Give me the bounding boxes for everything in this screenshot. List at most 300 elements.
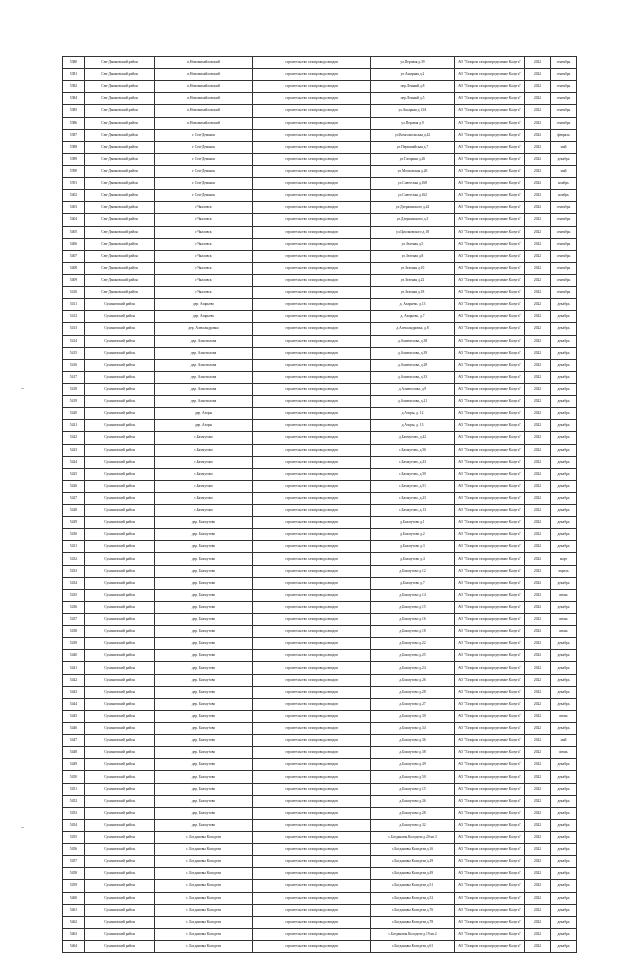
locality-cell: г. Сеи-Демянск bbox=[155, 129, 253, 141]
address-cell: д.Бахмутово д.16 bbox=[371, 614, 455, 626]
month-cell: сентябрь bbox=[551, 105, 577, 117]
locality-cell: дер. Бахмутово bbox=[155, 638, 253, 650]
year-cell: 2022 bbox=[525, 274, 551, 286]
locality-cell: дер. Бахмутово bbox=[155, 553, 253, 565]
address-cell: ул.Первомайская д.7 bbox=[371, 141, 455, 153]
address-cell: с.Бахмутово, д.50 bbox=[371, 468, 455, 480]
row-number-cell: 5402 bbox=[63, 190, 85, 202]
row-number-cell: 5460 bbox=[63, 892, 85, 904]
year-cell: 2022 bbox=[525, 190, 551, 202]
table-row bbox=[63, 577, 577, 589]
month-cell: сентябрь bbox=[551, 93, 577, 105]
work-type-cell: строительство газопровода вводов bbox=[253, 856, 371, 868]
year-cell: 2022 bbox=[525, 940, 551, 952]
month-cell: сентябрь bbox=[551, 226, 577, 238]
locality-cell: дер. Азоры bbox=[155, 408, 253, 420]
row-number-cell: 5435 bbox=[63, 589, 85, 601]
table-row bbox=[63, 565, 577, 577]
organization-cell: АО "Газпром газораспределение Калуга" bbox=[455, 81, 525, 93]
organization-cell: АО "Газпром газораспределение Калуга" bbox=[455, 105, 525, 117]
district-cell: Сухиничский район bbox=[85, 383, 155, 395]
organization-cell: АО "Газпром газораспределение Калуга" bbox=[455, 928, 525, 940]
row-number-cell: 5452 bbox=[63, 795, 85, 807]
locality-cell: п.Новомихайловский bbox=[155, 57, 253, 69]
month-cell: декабрь bbox=[551, 771, 577, 783]
organization-cell: АО "Газпром газораспределение Калуга" bbox=[455, 795, 525, 807]
table-row bbox=[63, 553, 577, 565]
month-cell: декабрь bbox=[551, 480, 577, 492]
organization-cell: АО "Газпром газораспределение Калуга" bbox=[455, 93, 525, 105]
work-type-cell: строительство газопровода вводов bbox=[253, 529, 371, 541]
organization-cell: АО "Газпром газораспределение Калуга" bbox=[455, 69, 525, 81]
address-cell: ул.Перовая д.9 bbox=[371, 117, 455, 129]
year-cell: 2022 bbox=[525, 904, 551, 916]
table-row bbox=[63, 250, 577, 262]
address-cell: д.Бахмутово д.18 bbox=[371, 626, 455, 638]
table-row bbox=[63, 396, 577, 408]
work-type-cell: строительство газопровода вводов bbox=[253, 274, 371, 286]
address-cell: д.Бахмутово д.26 bbox=[371, 795, 455, 807]
year-cell: 2022 bbox=[525, 444, 551, 456]
locality-cell: дер. Бахмутово bbox=[155, 795, 253, 807]
month-cell: декабрь bbox=[551, 153, 577, 165]
month-cell: сентябрь bbox=[551, 81, 577, 93]
year-cell: 2022 bbox=[525, 408, 551, 420]
address-cell: д.Бахмутово д.49 bbox=[371, 759, 455, 771]
row-number-cell: 5382 bbox=[63, 81, 85, 93]
locality-cell: дер. Бахмутово bbox=[155, 650, 253, 662]
organization-cell: АО "Газпром газораспределение Калуга" bbox=[455, 153, 525, 165]
table-row bbox=[63, 940, 577, 952]
work-type-cell: строительство газопровода вводов bbox=[253, 383, 371, 395]
year-cell: 2022 bbox=[525, 57, 551, 69]
row-number-cell: 5433 bbox=[63, 565, 85, 577]
locality-cell: дер. Азоры bbox=[155, 420, 253, 432]
district-cell: Сухиничский район bbox=[85, 444, 155, 456]
work-type-cell: строительство газопровода вводов bbox=[253, 262, 371, 274]
month-cell: сентябрь bbox=[551, 69, 577, 81]
address-cell: с.Богдановы Колодези д.76 bbox=[371, 904, 455, 916]
row-number-cell: 5405 bbox=[63, 226, 85, 238]
district-cell: Сухиничский район bbox=[85, 771, 155, 783]
table-row bbox=[63, 614, 577, 626]
organization-cell: АО "Газпром газораспределение Калуга" bbox=[455, 226, 525, 238]
year-cell: 2022 bbox=[525, 202, 551, 214]
work-type-cell: строительство газопровода вводов bbox=[253, 444, 371, 456]
address-cell: д.Бахмутово д.15 bbox=[371, 783, 455, 795]
month-cell: июнь bbox=[551, 710, 577, 722]
year-cell: 2022 bbox=[525, 359, 551, 371]
work-type-cell: строительство газопровода вводов bbox=[253, 553, 371, 565]
locality-cell: дер. Бахмутово bbox=[155, 577, 253, 589]
table-row bbox=[63, 650, 577, 662]
year-cell: 2022 bbox=[525, 686, 551, 698]
organization-cell: АО "Газпром газораспределение Калуга" bbox=[455, 262, 525, 274]
district-cell: Сеи-Дымковский район bbox=[85, 129, 155, 141]
organization-cell: АО "Газпром газораспределение Калуга" bbox=[455, 190, 525, 202]
table-row bbox=[63, 238, 577, 250]
month-cell: декабрь bbox=[551, 698, 577, 710]
month-cell: декабрь bbox=[551, 529, 577, 541]
month-cell: декабрь bbox=[551, 892, 577, 904]
year-cell: 2022 bbox=[525, 577, 551, 589]
row-number-cell: 5455 bbox=[63, 832, 85, 844]
month-cell: июнь bbox=[551, 747, 577, 759]
row-number-cell: 5432 bbox=[63, 553, 85, 565]
scan-mark bbox=[21, 388, 24, 389]
address-cell: д.Бахмутово д.14 bbox=[371, 589, 455, 601]
address-cell: д.Бахмутово д.26 bbox=[371, 674, 455, 686]
work-type-cell: строительство газопровода вводов bbox=[253, 141, 371, 153]
month-cell: декабрь bbox=[551, 759, 577, 771]
district-cell: Сухиничский район bbox=[85, 638, 155, 650]
district-cell: Сеи-Дымковский район bbox=[85, 287, 155, 299]
locality-cell: с. Богдановы Колодези bbox=[155, 844, 253, 856]
work-type-cell: строительство газопровода вводов bbox=[253, 214, 371, 226]
district-cell: Сухиничский район bbox=[85, 359, 155, 371]
address-cell: с.Бахмутово, д.13 bbox=[371, 505, 455, 517]
work-type-cell: строительство газопровода вводов bbox=[253, 105, 371, 117]
organization-cell: АО "Газпром газораспределение Калуга" bbox=[455, 940, 525, 952]
month-cell: декабрь bbox=[551, 492, 577, 504]
locality-cell: дер. Бахмутово bbox=[155, 517, 253, 529]
organization-cell: АО "Газпром газораспределение Калуга" bbox=[455, 747, 525, 759]
work-type-cell: строительство газопровода вводов bbox=[253, 238, 371, 250]
table-row bbox=[63, 904, 577, 916]
organization-cell: АО "Газпром газораспределение Калуга" bbox=[455, 371, 525, 383]
work-type-cell: строительство газопровода вводов bbox=[253, 710, 371, 722]
row-number-cell: 5422 bbox=[63, 432, 85, 444]
table-row bbox=[63, 420, 577, 432]
organization-cell: АО "Газпром газораспределение Калуга" bbox=[455, 723, 525, 735]
table-row bbox=[63, 165, 577, 177]
locality-cell: дер. Бахмутово bbox=[155, 601, 253, 613]
locality-cell: п.Новомихайловский bbox=[155, 81, 253, 93]
work-type-cell: строительство газопровода вводов bbox=[253, 202, 371, 214]
address-cell: ул.Дзержинского д.24 bbox=[371, 202, 455, 214]
row-number-cell: 5389 bbox=[63, 153, 85, 165]
row-number-cell: 5441 bbox=[63, 662, 85, 674]
work-type-cell: строительство газопровода вводов bbox=[253, 868, 371, 880]
organization-cell: АО "Газпром газораспределение Калуга" bbox=[455, 299, 525, 311]
work-type-cell: строительство газопровода вводов bbox=[253, 323, 371, 335]
year-cell: 2022 bbox=[525, 698, 551, 710]
month-cell: май bbox=[551, 735, 577, 747]
table-row bbox=[63, 832, 577, 844]
row-number-cell: 5390 bbox=[63, 165, 85, 177]
organization-cell: АО "Газпром газораспределение Калуга" bbox=[455, 662, 525, 674]
organization-cell: АО "Газпром газораспределение Калуга" bbox=[455, 359, 525, 371]
table-row bbox=[63, 759, 577, 771]
month-cell: сентябрь bbox=[551, 250, 577, 262]
month-cell: декабрь bbox=[551, 432, 577, 444]
row-number-cell: 5380 bbox=[63, 57, 85, 69]
organization-cell: АО "Газпром газораспределение Калуга" bbox=[455, 250, 525, 262]
locality-cell: дер. Бахмутово bbox=[155, 626, 253, 638]
month-cell: декабрь bbox=[551, 832, 577, 844]
month-cell: апрель bbox=[551, 565, 577, 577]
district-cell: Сухиничский район bbox=[85, 626, 155, 638]
district-cell: Сухиничский район bbox=[85, 783, 155, 795]
address-cell: с.Бахмутово, д.56 bbox=[371, 444, 455, 456]
table-row bbox=[63, 662, 577, 674]
organization-cell: АО "Газпром газораспределение Калуга" bbox=[455, 710, 525, 722]
district-cell: Сухиничский район bbox=[85, 408, 155, 420]
table-row bbox=[63, 226, 577, 238]
work-type-cell: строительство газопровода вводов bbox=[253, 69, 371, 81]
year-cell: 2022 bbox=[525, 250, 551, 262]
district-cell: Сеи-Дымковский район bbox=[85, 238, 155, 250]
district-cell: Сухиничский район bbox=[85, 916, 155, 928]
month-cell: декабрь bbox=[551, 505, 577, 517]
month-cell: декабрь bbox=[551, 807, 577, 819]
table-row bbox=[63, 383, 577, 395]
row-number-cell: 5414 bbox=[63, 335, 85, 347]
year-cell: 2022 bbox=[525, 892, 551, 904]
district-cell: Сухиничский район bbox=[85, 650, 155, 662]
year-cell: 2022 bbox=[525, 432, 551, 444]
row-number-cell: 5384 bbox=[63, 93, 85, 105]
year-cell: 2022 bbox=[525, 505, 551, 517]
month-cell: декабрь bbox=[551, 795, 577, 807]
locality-cell: дер. Александровка bbox=[155, 323, 253, 335]
address-cell: д. Азарьево, д.13 bbox=[371, 299, 455, 311]
organization-cell: АО "Газпром газораспределение Калуга" bbox=[455, 698, 525, 710]
district-cell: Сеи-Дымковский район bbox=[85, 250, 155, 262]
work-type-cell: строительство газопровода вводов bbox=[253, 650, 371, 662]
row-number-cell: 5410 bbox=[63, 287, 85, 299]
table-row bbox=[63, 202, 577, 214]
month-cell: декабрь bbox=[551, 674, 577, 686]
work-type-cell: строительство газопровода вводов bbox=[253, 674, 371, 686]
year-cell: 2022 bbox=[525, 553, 551, 565]
address-cell: д.Бахмутово д.24 bbox=[371, 662, 455, 674]
locality-cell: г.Чкаловск bbox=[155, 202, 253, 214]
address-cell: д.Бахмутово, д.42 bbox=[371, 432, 455, 444]
work-type-cell: строительство газопровода вводов bbox=[253, 250, 371, 262]
year-cell: 2022 bbox=[525, 287, 551, 299]
year-cell: 2022 bbox=[525, 880, 551, 892]
address-cell: ул.Советская д.162 bbox=[371, 190, 455, 202]
address-cell: с.Бахмутово, д.43 bbox=[371, 456, 455, 468]
table-row bbox=[63, 141, 577, 153]
table-row bbox=[63, 747, 577, 759]
district-cell: Сухиничский район bbox=[85, 529, 155, 541]
year-cell: 2022 bbox=[525, 238, 551, 250]
organization-cell: АО "Газпром газораспределение Калуга" bbox=[455, 541, 525, 553]
organization-cell: АО "Газпром газораспределение Калуга" bbox=[455, 165, 525, 177]
month-cell: декабрь bbox=[551, 650, 577, 662]
district-cell: Сухиничский район bbox=[85, 686, 155, 698]
organization-cell: АО "Газпром газораспределение Калуга" bbox=[455, 832, 525, 844]
work-type-cell: строительство газопровода вводов bbox=[253, 771, 371, 783]
district-cell: Сухиничский район bbox=[85, 880, 155, 892]
month-cell: ноябрь bbox=[551, 178, 577, 190]
row-number-cell: 5417 bbox=[63, 371, 85, 383]
locality-cell: дер. Бахмутово bbox=[155, 589, 253, 601]
month-cell: декабрь bbox=[551, 347, 577, 359]
address-cell: с.Богдановы Колодези д.51 bbox=[371, 880, 455, 892]
table-row bbox=[63, 723, 577, 735]
table-row bbox=[63, 710, 577, 722]
work-type-cell: строительство газопровода вводов bbox=[253, 747, 371, 759]
table-row bbox=[63, 129, 577, 141]
year-cell: 2022 bbox=[525, 771, 551, 783]
work-type-cell: строительство газопровода вводов bbox=[253, 880, 371, 892]
table-row bbox=[63, 505, 577, 517]
locality-cell: с. Богдановы Колодези bbox=[155, 928, 253, 940]
organization-cell: АО "Газпром газораспределение Калуга" bbox=[455, 626, 525, 638]
district-cell: Сеи-Дымковский район bbox=[85, 165, 155, 177]
locality-cell: с. Богдановы Колодези bbox=[155, 916, 253, 928]
row-number-cell: 5412 bbox=[63, 311, 85, 323]
year-cell: 2022 bbox=[525, 614, 551, 626]
table-row bbox=[63, 93, 577, 105]
work-type-cell: строительство газопровода вводов bbox=[253, 178, 371, 190]
work-type-cell: строительство газопровода вводов bbox=[253, 420, 371, 432]
month-cell: декабрь bbox=[551, 662, 577, 674]
work-type-cell: строительство газопровода вводов bbox=[253, 759, 371, 771]
district-cell: Сеи-Дымковский район bbox=[85, 141, 155, 153]
district-cell: Сеи-Дымковский район bbox=[85, 69, 155, 81]
year-cell: 2022 bbox=[525, 335, 551, 347]
month-cell: декабрь bbox=[551, 783, 577, 795]
table-row bbox=[63, 735, 577, 747]
row-number-cell: 5416 bbox=[63, 359, 85, 371]
work-type-cell: строительство газопровода вводов bbox=[253, 226, 371, 238]
row-number-cell: 5427 bbox=[63, 492, 85, 504]
year-cell: 2022 bbox=[525, 844, 551, 856]
address-cell: д. Азарьево, д.7 bbox=[371, 311, 455, 323]
organization-cell: АО "Газпром газораспределение Калуга" bbox=[455, 638, 525, 650]
organization-cell: АО "Газпром газораспределение Калуга" bbox=[455, 505, 525, 517]
month-cell: декабрь bbox=[551, 299, 577, 311]
work-type-cell: строительство газопровода вводов bbox=[253, 928, 371, 940]
district-cell: Сухиничский район bbox=[85, 323, 155, 335]
work-type-cell: строительство газопровода вводов bbox=[253, 505, 371, 517]
table-row bbox=[63, 214, 577, 226]
row-number-cell: 5411 bbox=[63, 299, 85, 311]
row-number-cell: 5456 bbox=[63, 844, 85, 856]
year-cell: 2022 bbox=[525, 117, 551, 129]
locality-cell: г. Сеи-Демянск bbox=[155, 141, 253, 153]
row-number-cell: 5428 bbox=[63, 505, 85, 517]
year-cell: 2022 bbox=[525, 916, 551, 928]
work-type-cell: строительство газопровода вводов bbox=[253, 589, 371, 601]
row-number-cell: 5454 bbox=[63, 819, 85, 831]
organization-cell: АО "Газпром газораспределение Калуга" bbox=[455, 807, 525, 819]
work-type-cell: строительство газопровода вводов bbox=[253, 541, 371, 553]
locality-cell: дер. Бахмутово bbox=[155, 735, 253, 747]
work-type-cell: строительство газопровода вводов bbox=[253, 601, 371, 613]
district-cell: Сеи-Дымковский район bbox=[85, 57, 155, 69]
locality-cell: дер. Алнеполова bbox=[155, 383, 253, 395]
work-type-cell: строительство газопровода вводов bbox=[253, 819, 371, 831]
address-cell: д.Бахмутово д.4 bbox=[371, 553, 455, 565]
row-number-cell: 5421 bbox=[63, 420, 85, 432]
work-type-cell: строительство газопровода вводов bbox=[253, 626, 371, 638]
locality-cell: дер. Бахмутово bbox=[155, 541, 253, 553]
locality-cell: дер. Бахмутово bbox=[155, 771, 253, 783]
organization-cell: АО "Газпром газораспределение Калуга" bbox=[455, 856, 525, 868]
year-cell: 2022 bbox=[525, 165, 551, 177]
organization-cell: АО "Газпром газораспределение Калуга" bbox=[455, 456, 525, 468]
year-cell: 2022 bbox=[525, 832, 551, 844]
locality-cell: г.Чкаловск bbox=[155, 250, 253, 262]
month-cell: декабрь bbox=[551, 638, 577, 650]
locality-cell: с. Богдановы Колодези bbox=[155, 940, 253, 952]
address-cell: д.Азоры, д. 13 bbox=[371, 420, 455, 432]
address-cell: д.Алнеполова, д.33 bbox=[371, 371, 455, 383]
address-cell: д.Алнеполова, д.38 bbox=[371, 335, 455, 347]
row-number-cell: 5438 bbox=[63, 626, 85, 638]
work-type-cell: строительство газопровода вводов bbox=[253, 577, 371, 589]
district-cell: Сухиничский район bbox=[85, 565, 155, 577]
organization-cell: АО "Газпром газораспределение Калуга" bbox=[455, 214, 525, 226]
district-cell: Сухиничский район bbox=[85, 723, 155, 735]
address-cell: с.Богдановы Колодези д.49 bbox=[371, 868, 455, 880]
organization-cell: АО "Газпром газораспределение Калуга" bbox=[455, 420, 525, 432]
year-cell: 2022 bbox=[525, 626, 551, 638]
locality-cell: дер. Алнеполова bbox=[155, 347, 253, 359]
month-cell: декабрь bbox=[551, 856, 577, 868]
locality-cell: с.Бахмутово bbox=[155, 492, 253, 504]
table-row bbox=[63, 335, 577, 347]
locality-cell: дер. Бахмутово bbox=[155, 819, 253, 831]
year-cell: 2022 bbox=[525, 674, 551, 686]
month-cell: сентябрь bbox=[551, 202, 577, 214]
locality-cell: дер. Бахмутово bbox=[155, 686, 253, 698]
locality-cell: дер. Бахмутово bbox=[155, 529, 253, 541]
year-cell: 2022 bbox=[525, 662, 551, 674]
locality-cell: п.Новомихайловский bbox=[155, 69, 253, 81]
table-row bbox=[63, 311, 577, 323]
organization-cell: АО "Газпром газораспределение Калуга" bbox=[455, 650, 525, 662]
district-cell: Сухиничский район bbox=[85, 553, 155, 565]
organization-cell: АО "Газпром газораспределение Калуга" bbox=[455, 916, 525, 928]
year-cell: 2022 bbox=[525, 105, 551, 117]
organization-cell: АО "Газпром газораспределение Калуга" bbox=[455, 517, 525, 529]
row-number-cell: 5462 bbox=[63, 916, 85, 928]
row-number-cell: 5407 bbox=[63, 250, 85, 262]
year-cell: 2022 bbox=[525, 529, 551, 541]
month-cell: декабрь bbox=[551, 456, 577, 468]
district-cell: Сухиничский район bbox=[85, 940, 155, 952]
row-number-cell: 5457 bbox=[63, 856, 85, 868]
organization-cell: АО "Газпром газораспределение Калуга" bbox=[455, 529, 525, 541]
locality-cell: дер. Алнеполова bbox=[155, 371, 253, 383]
row-number-cell: 5453 bbox=[63, 807, 85, 819]
organization-cell: АО "Газпром газораспределение Калуга" bbox=[455, 674, 525, 686]
row-number-cell: 5403 bbox=[63, 202, 85, 214]
district-cell: Сухиничский район bbox=[85, 892, 155, 904]
organization-cell: АО "Газпром газораспределение Калуга" bbox=[455, 601, 525, 613]
locality-cell: дер. Бахмутово bbox=[155, 674, 253, 686]
district-cell: Сухиничский район bbox=[85, 505, 155, 517]
locality-cell: дер. Бахмутово bbox=[155, 783, 253, 795]
row-number-cell: 5463 bbox=[63, 928, 85, 940]
month-cell: декабрь bbox=[551, 844, 577, 856]
district-cell: Сухиничский район bbox=[85, 795, 155, 807]
address-cell: ул.Зеленая д.18 bbox=[371, 287, 455, 299]
year-cell: 2022 bbox=[525, 541, 551, 553]
table-row bbox=[63, 529, 577, 541]
row-number-cell: 5423 bbox=[63, 444, 85, 456]
organization-cell: АО "Газпром газораспределение Калуга" bbox=[455, 904, 525, 916]
address-cell: с.Богдановы Колодези д.20 кв.3 bbox=[371, 832, 455, 844]
organization-cell: АО "Газпром газораспределение Калуга" bbox=[455, 287, 525, 299]
district-cell: Сухиничский район bbox=[85, 468, 155, 480]
